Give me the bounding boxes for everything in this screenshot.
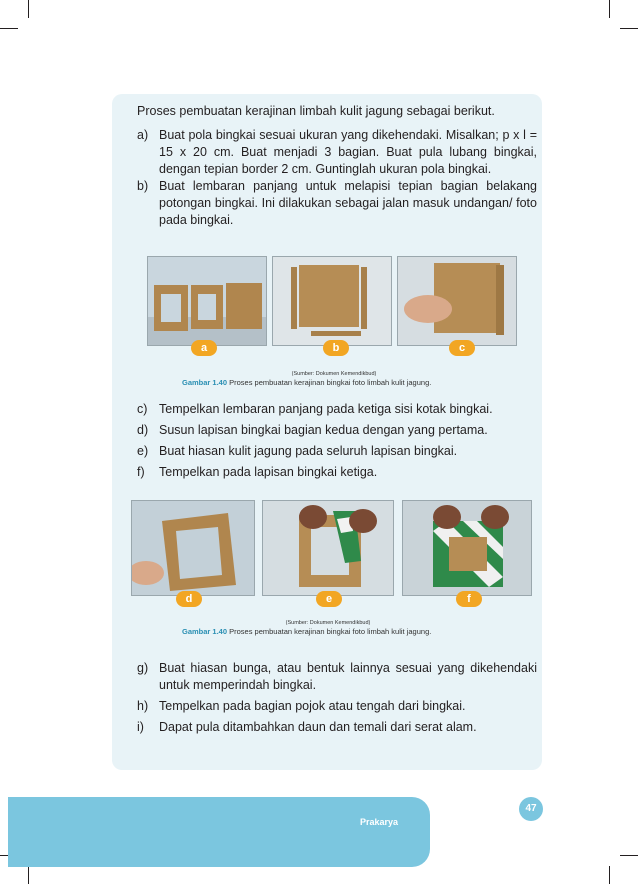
step-text: Buat hiasan kulit jagung pada seluruh lapisan bingkai.	[159, 444, 458, 458]
figure-caption-text: Proses pembuatan kerajinan bingkai foto limbah kulit jagung.	[227, 627, 432, 636]
photo-c	[397, 256, 517, 346]
photo-e	[262, 500, 394, 596]
crop-mark	[0, 28, 18, 29]
step-label: g)	[137, 661, 149, 675]
figure-label: Gambar 1.40	[182, 378, 228, 387]
footer-subject: Prakarya	[360, 817, 399, 827]
photo-a	[147, 256, 267, 346]
step-item	[137, 127, 537, 178]
figure-caption-text: Proses pembuatan kerajinan bingkai foto limbah kulit jagung.	[227, 378, 432, 387]
step-text: Tempelkan lembaran panjang pada ketiga sisi kotak bingkai.	[159, 402, 493, 416]
step-label: d)	[137, 423, 149, 437]
badge-c: c	[449, 340, 475, 356]
step-label: c)	[137, 402, 148, 416]
badge-d: d	[176, 591, 202, 607]
crop-mark	[609, 0, 610, 18]
step-label: h)	[137, 699, 149, 713]
badge-b: b	[323, 340, 349, 356]
photo-b	[272, 256, 392, 346]
crop-mark	[28, 866, 29, 884]
step-label: b)	[137, 179, 149, 193]
photo-f-image	[403, 501, 532, 596]
photo-f	[402, 500, 532, 596]
badge-e: e	[316, 591, 342, 607]
badge-f: f	[456, 591, 482, 607]
step-list-1	[137, 127, 537, 229]
step-text: Dapat pula ditambahkan daun dan temali dari serat alam.	[159, 720, 477, 734]
step-list-3	[137, 660, 537, 736]
step-label: e)	[137, 444, 149, 458]
crop-mark	[620, 855, 638, 856]
figure-caption	[182, 627, 431, 636]
page-number: 47	[519, 797, 543, 821]
photo-c-image	[398, 257, 517, 346]
step-item	[137, 660, 537, 694]
step-list-2	[137, 401, 537, 481]
step-text: Buat lembaran panjang untuk melapisi tepian bagian belakang potongan bingkai. Ini dilakukan sebagai jalan masuk undangan/ foto pada bingkai.	[159, 179, 537, 227]
footer-band	[8, 797, 430, 867]
badge-a: a	[191, 340, 217, 356]
step-item	[137, 719, 537, 736]
crop-mark	[620, 28, 638, 29]
step-item	[137, 422, 537, 439]
photo-e-image	[263, 501, 394, 596]
step-item	[137, 443, 537, 460]
figure-caption	[182, 378, 431, 387]
step-text: Buat pola bingkai sesuai ukuran yang dikehendaki. Misalkan; p x l = 15 x 20 cm. Buat menjadi 3 bagian. Buat pula lubang bingkai, dengan tepian border 2 cm. Guntinglah ukuran pola bingkai.	[159, 128, 537, 176]
intro-text: Proses pembuatan kerajinan limbah kulit jagung sebagai berikut.	[137, 104, 495, 118]
step-item	[137, 401, 537, 418]
figure-source: (Sumber: Dokumen Kemendikbud)	[291, 371, 377, 377]
step-item	[137, 698, 537, 715]
figure-source: (Sumber: Dokumen Kemendikbud)	[285, 620, 371, 626]
step-item	[137, 464, 537, 481]
crop-mark	[28, 0, 29, 18]
step-text: Tempelkan pada lapisan bingkai ketiga.	[159, 465, 378, 479]
step-text: Buat hiasan bunga, atau bentuk lainnya sesuai yang dikehendaki untuk memperindah bingkai.	[159, 661, 537, 692]
step-item	[137, 178, 537, 229]
step-label: i)	[137, 720, 144, 734]
crop-mark	[609, 866, 610, 884]
photo-a-image	[148, 257, 267, 346]
step-label: f)	[137, 465, 145, 479]
photo-d	[131, 500, 255, 596]
step-text: Susun lapisan bingkai bagian kedua dengan yang pertama.	[159, 423, 488, 437]
figure-label: Gambar 1.40	[182, 627, 228, 636]
step-text: Tempelkan pada bagian pojok atau tengah dari bingkai.	[159, 699, 466, 713]
step-label: a)	[137, 128, 149, 142]
photo-d-image	[132, 501, 255, 596]
photo-b-image	[273, 257, 392, 346]
